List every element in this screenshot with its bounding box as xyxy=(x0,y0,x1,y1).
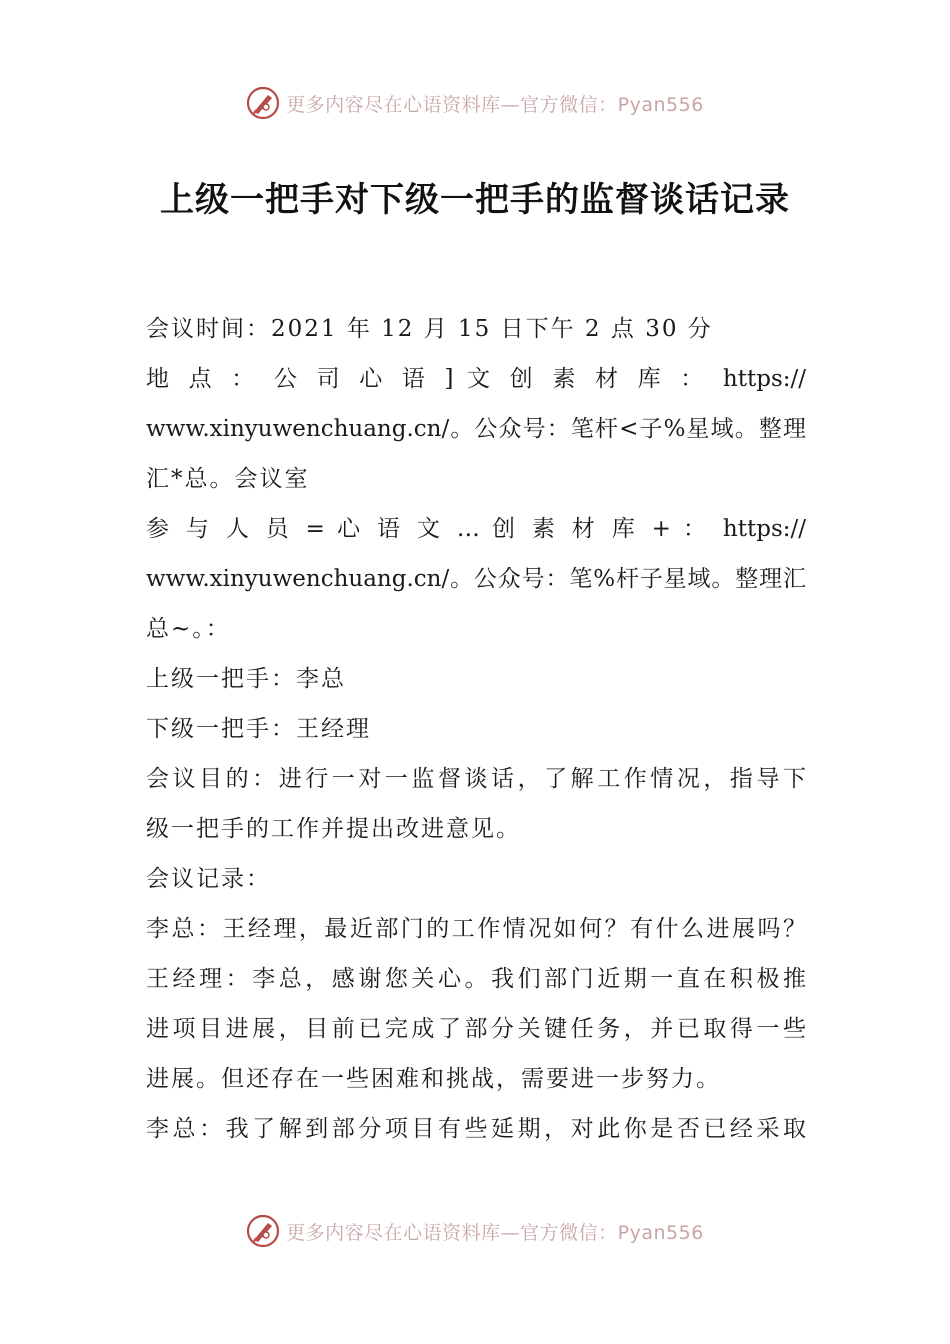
footer-banner xyxy=(0,1206,950,1256)
dialogue-line: 李总：王经理，最近部门的工作情况如何？有什么进展吗？ xyxy=(146,916,806,942)
record-heading: 会议记录： xyxy=(146,866,271,892)
location-url-line: www.xinyuwenchuang.cn/。公众号：笔杆<子%星域。整理 xyxy=(146,416,806,442)
superior-line: 上级一把手：李总 xyxy=(146,666,346,692)
purpose-end-line: 级一把手的工作并提出改进意见。 xyxy=(146,816,521,842)
dialogue-line: 进项目进展，目前已完成了部分关键任务，并已取得一些 xyxy=(146,1016,806,1042)
header-banner xyxy=(0,78,950,128)
participants-url-line: www.xinyuwenchuang.cn/。公众号：笔%杆子星域。整理汇 xyxy=(146,566,806,592)
quill-pen-logo xyxy=(246,86,280,120)
wechat-id: Pyan556 xyxy=(617,93,704,116)
purpose-line: 会议目的：进行一对一监督谈话，了解工作情况，指导下 xyxy=(146,766,806,792)
meeting-time-line: 会议时间：2021 年 12 月 15 日下午 2 点 30 分 xyxy=(146,316,713,342)
dialogue-line: 进展。但还存在一些困难和挑战，需要进一步努力。 xyxy=(146,1066,721,1092)
location-line: 地 点 ： 公 司 心 语 ] 文 创 素 材 库 ： https:// xyxy=(146,366,806,392)
participants-end-line: 总~。： xyxy=(146,616,231,642)
participants-line: 参 与 人 员 = 心 语 文 … 创 素 材 库 + ： https:// xyxy=(146,516,806,542)
subordinate-line: 下级一把手：王经理 xyxy=(146,716,371,742)
dialogue-line: 王经理：李总，感谢您关心。我们部门近期一直在积极推 xyxy=(146,966,806,992)
wechat-id: Pyan556 xyxy=(617,1221,704,1244)
banner-text: 更多内容尽在心语资料库—官方微信：Pyan556 xyxy=(286,1221,704,1244)
banner-text: 更多内容尽在心语资料库—官方微信：Pyan556 xyxy=(286,93,704,116)
document-body xyxy=(146,304,806,1154)
document-title: 上级一把手对下级一把手的监督谈话记录 xyxy=(160,180,790,220)
location-end-line: 汇*总。会议室 xyxy=(146,466,310,492)
quill-pen-logo xyxy=(246,1214,280,1248)
dialogue-line: 李总：我了解到部分项目有些延期，对此你是否已经采取 xyxy=(146,1116,806,1142)
